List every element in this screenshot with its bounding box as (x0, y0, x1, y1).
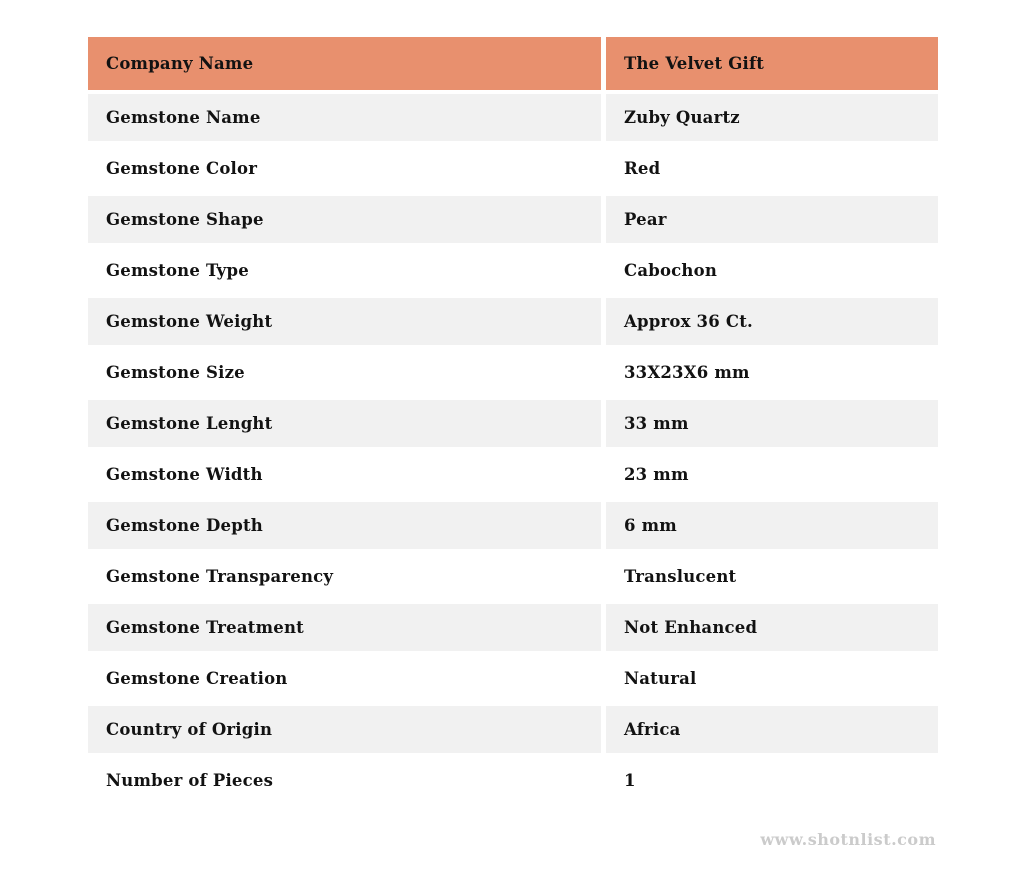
row-value-cell: Approx 36 Ct. (606, 298, 938, 345)
row-label-cell: Gemstone Type (106, 261, 249, 280)
table-row (88, 400, 938, 447)
row-value-cell: Not Enhanced (606, 604, 938, 651)
row-label-cell: Gemstone Lenght (88, 400, 601, 447)
row-label-cell: Gemstone Weight (88, 298, 601, 345)
gemstone-spec-table (88, 37, 938, 804)
table-row (88, 706, 938, 753)
row-label-cell: Gemstone Depth (88, 502, 601, 549)
row-label-cell: Gemstone Color (106, 159, 258, 178)
table-row (88, 94, 938, 141)
row-label-cell: Country of Origin (88, 706, 601, 753)
row-label-cell: Gemstone Treatment (88, 604, 601, 651)
row-value-cell: 1 (624, 771, 636, 790)
table-row (88, 145, 938, 192)
row-label-cell: Gemstone Creation (106, 669, 288, 688)
table-row (88, 196, 938, 243)
table-row (88, 553, 938, 600)
table-row (88, 502, 938, 549)
row-value-cell: 33 mm (606, 400, 938, 447)
table-row (88, 757, 938, 804)
table-row (88, 451, 938, 498)
row-value-cell: Red (624, 159, 661, 178)
header-label-cell: Company Name (88, 37, 601, 90)
watermark-text: www.shotnlist.com (760, 830, 936, 849)
row-label-cell: Gemstone Size (106, 363, 245, 382)
table-row (88, 349, 938, 396)
row-label-cell: Gemstone Width (106, 465, 263, 484)
row-label-cell: Number of Pieces (106, 771, 274, 790)
header-value-cell: The Velvet Gift (606, 37, 938, 90)
row-value-cell: Natural (624, 669, 697, 688)
table-row (88, 298, 938, 345)
row-label-cell: Gemstone Name (88, 94, 601, 141)
row-value-cell: Translucent (624, 567, 737, 586)
row-value-cell: 6 mm (606, 502, 938, 549)
table-row (88, 604, 938, 651)
row-value-cell: 23 mm (624, 465, 689, 484)
row-value-cell: Zuby Quartz (606, 94, 938, 141)
table-header-row (88, 37, 938, 90)
table-row (88, 655, 938, 702)
row-label-cell: Gemstone Transparency (106, 567, 334, 586)
row-value-cell: Cabochon (624, 261, 718, 280)
row-value-cell: 33X23X6 mm (624, 363, 750, 382)
row-value-cell: Pear (606, 196, 938, 243)
row-label-cell: Gemstone Shape (88, 196, 601, 243)
row-value-cell: Africa (606, 706, 938, 753)
table-row (88, 247, 938, 294)
